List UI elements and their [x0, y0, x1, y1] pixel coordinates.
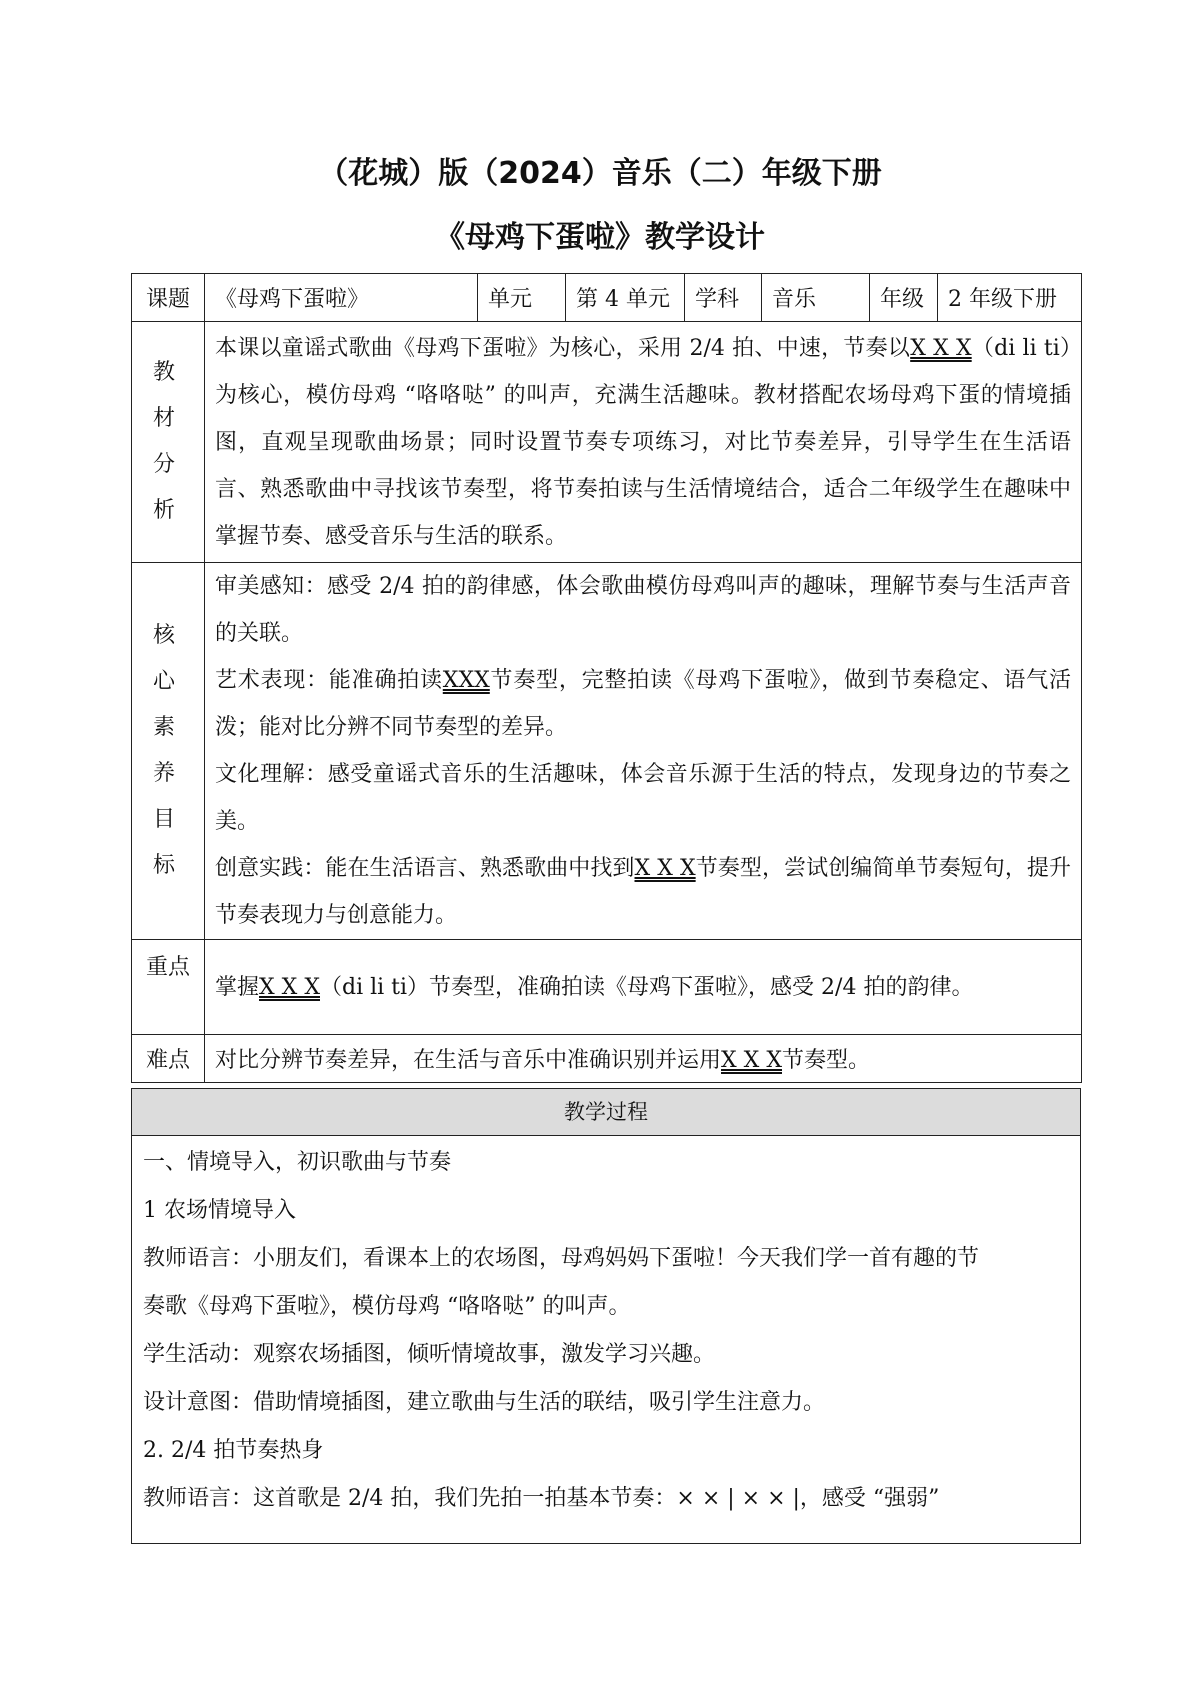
goals-row	[132, 563, 1082, 940]
process-heading: 教学过程	[131, 1088, 1081, 1136]
process-line: 学生活动：观察农场插图，倾听情境故事，激发学习兴趣。	[143, 1342, 716, 1367]
process-body	[143, 1139, 1073, 1523]
info-row	[132, 274, 1082, 322]
analysis-text: 本课以童谣式歌曲《母鸡下蛋啦》为核心，采用 2/4 拍、中速，节奏以X X X（di li ti）为核心，模仿母鸡 “咯咯哒” 的叫声，充满生活趣味。教材搭配农场母鸡下蛋的情境插图，直观呈现歌曲场景；同时设置节奏专项练习，对比节奏差异，引导学生在生活语言、熟悉歌曲中寻找该节奏型，将节奏拍读与生活情境结合，适合二年级学生在趣味中掌握节奏、感受音乐与生活的联系。	[205, 322, 1082, 563]
process-line: 2. 2/4 拍节奏热身	[143, 1438, 324, 1463]
key-point-label: 重点	[132, 940, 205, 1035]
unit-label: 单元	[478, 274, 566, 322]
goal-creative: 创意实践：能在生活语言、熟悉歌曲中找到X X X节奏型，尝试创编简单节奏短句，提升节奏表现力与创意能力。	[215, 856, 1071, 928]
topic-label: 课题	[132, 274, 205, 322]
analysis-row	[132, 322, 1082, 563]
difficulty-text: 对比分辨节奏差异，在生活与音乐中准确识别并运用X X X节奏型。	[205, 1035, 1082, 1083]
process-line: 一、情境导入，初识歌曲与节奏	[143, 1150, 452, 1175]
topic-value: 《母鸡下蛋啦》	[205, 274, 478, 322]
process-line: 教师语言：这首歌是 2/4 拍，我们先拍一拍基本节奏：× × | × × |，感受 “强弱”	[143, 1486, 940, 1511]
goal-art: 艺术表现：能准确拍读XXX节奏型，完整拍读《母鸡下蛋啦》，做到节奏稳定、语气活泼；能对比分辨不同节奏型的差异。	[215, 668, 1071, 740]
goals-label: 核 心 素养 目标	[132, 563, 205, 940]
key-point-row	[132, 940, 1082, 1035]
document-subtitle: 《母鸡下蛋啦》教学设计	[435, 220, 765, 255]
rhythm-notation: X X X	[910, 335, 972, 361]
goals-text	[205, 563, 1082, 940]
subject-value: 音乐	[762, 274, 870, 322]
key-point-text: 掌握X X X（di li ti）节奏型，准确拍读《母鸡下蛋啦》，感受 2/4 拍的韵律。	[205, 940, 1082, 1035]
subject-label: 学科	[685, 274, 762, 322]
document-title: （花城）版（2024）音乐（二）年级下册	[318, 156, 882, 191]
unit-value: 第 4 单元	[566, 274, 685, 322]
process-line: 1 农场情境导入	[143, 1198, 296, 1223]
rhythm-notation: X X X	[259, 974, 320, 1000]
analysis-label: 教 材 分析	[132, 322, 205, 563]
rhythm-notation: XXX	[442, 668, 490, 693]
goal-aesthetic: 审美感知：感受 2/4 拍的韵律感，体会歌曲模仿母鸡叫声的趣味，理解节奏与生活声音的关联。	[215, 574, 1071, 646]
grade-value: 2 年级下册	[938, 274, 1082, 322]
process-line: 设计意图：借助情境插图，建立歌曲与生活的联结，吸引学生注意力。	[143, 1390, 826, 1415]
goal-culture: 文化理解：感受童谣式音乐的生活趣味，体会音乐源于生活的特点，发现身边的节奏之美。	[215, 762, 1071, 834]
rhythm-notation: X X X	[634, 856, 696, 881]
process-line: 教师语言：小朋友们，看课本上的农场图，母鸡妈妈下蛋啦！今天我们学一首有趣的节	[143, 1246, 980, 1271]
process-line: 奏歌《母鸡下蛋啦》，模仿母鸡 “咯咯哒” 的叫声。	[143, 1294, 631, 1319]
grade-label: 年级	[870, 274, 938, 322]
difficulty-row	[132, 1035, 1082, 1083]
rhythm-notation: X X X	[721, 1048, 782, 1073]
lesson-info-table	[131, 273, 1082, 1083]
difficulty-label: 难点	[132, 1035, 205, 1083]
